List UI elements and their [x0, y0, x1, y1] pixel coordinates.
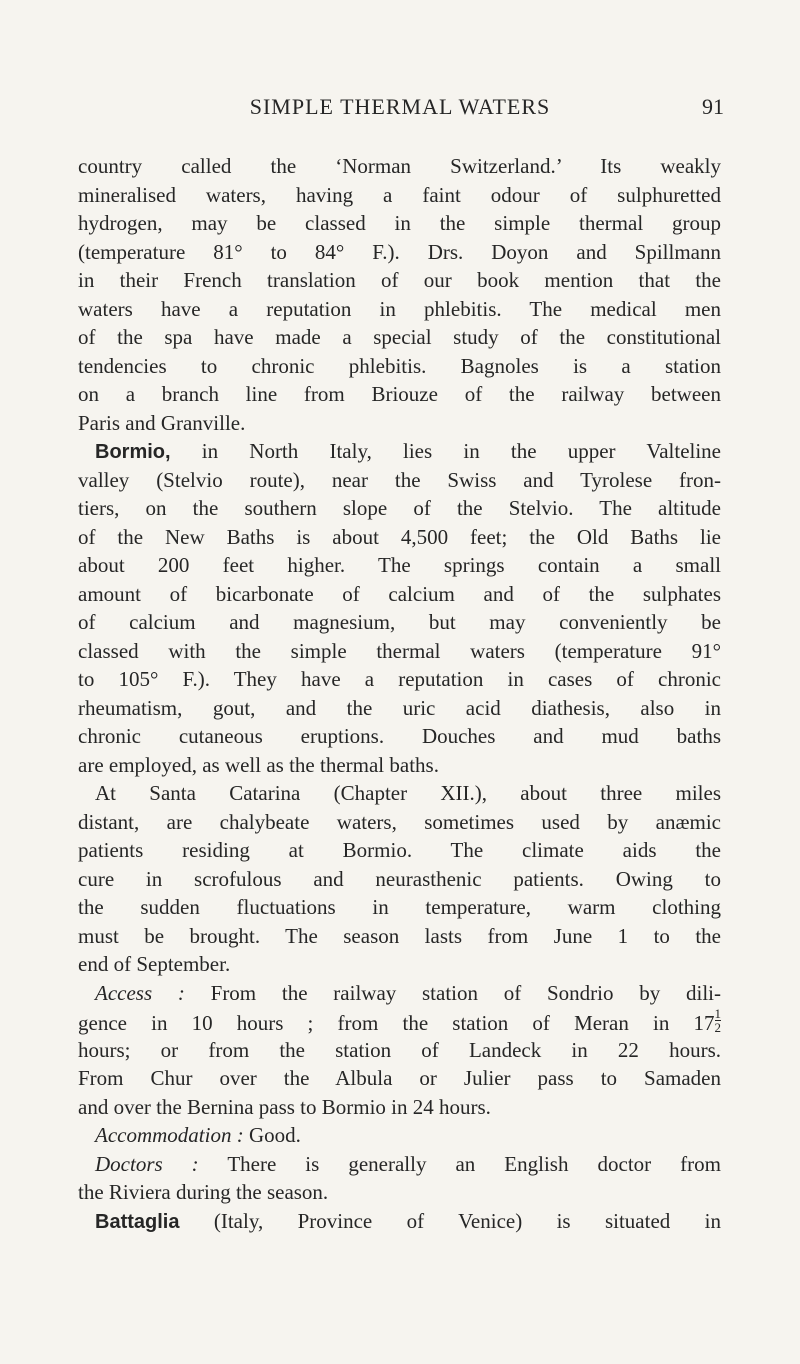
text-line: hours; or from the station of Landeck in 22 hours.: [78, 1037, 721, 1062]
text-line: (temperature 81° to 84° F.). Drs. Doyon and Spillmann: [78, 239, 721, 264]
text-line: cure in scrofulous and neurasthenic patients. Owing to: [78, 866, 721, 891]
text-line: on a branch line from Briouze of the railway between: [78, 382, 721, 406]
text-line: of the New Baths is about 4,500 feet; the Old Baths lie: [78, 524, 721, 549]
text-line: of calcium and magnesium, but may conveniently be: [78, 610, 721, 634]
text-line: about 200 feet higher. The springs contain a small: [78, 553, 721, 577]
text-line: the Riviera during the season.: [78, 1180, 329, 1204]
text-line: of the spa have made a special study of the constitutional: [78, 325, 721, 349]
text-line: tiers, on the southern slope of the Stelvio. The altitude: [78, 496, 721, 520]
text-line: Battaglia (Italy, Province of Venice) is situated in: [95, 1208, 721, 1233]
page-header: [0, 94, 800, 124]
text-line: Access : From the railway station of Sondrio by dili-: [95, 980, 721, 1005]
running-title: SIMPLE THERMAL WATERS: [249, 94, 551, 119]
text-line: Accommodation : Good.: [95, 1123, 301, 1147]
page-number: 91: [702, 94, 724, 119]
text-line: to 105° F.). They have a reputation in cases of chronic: [78, 667, 721, 691]
entry-label: Access :: [95, 980, 185, 1005]
text-line: waters have a reputation in phlebitis. The medical men: [78, 296, 721, 321]
text-line: patients residing at Bormio. The climate aids the: [78, 838, 721, 862]
text-line: tendencies to chronic phlebitis. Bagnoles is a station: [78, 353, 721, 378]
entry-label: Doctors :: [95, 1151, 199, 1176]
text-line: country called the ‘Norman Switzerland.’ Its weakly: [78, 154, 721, 178]
text-line: in their French translation of our book mention that the: [78, 268, 721, 292]
entry-heading: Battaglia: [95, 1210, 180, 1233]
body-text: [78, 152, 721, 1235]
text-line: hydrogen, may be classed in the simple thermal group: [78, 211, 721, 235]
text-line: mineralised waters, having a faint odour of sulphuretted: [78, 182, 721, 207]
text-line: chronic cutaneous eruptions. Douches and mud baths: [78, 724, 721, 748]
text-line: From Chur over the Albula or Julier pass to Samaden: [78, 1066, 721, 1090]
text-line: At Santa Catarina (Chapter XII.), about three miles: [95, 781, 721, 805]
text-line: amount of bicarbonate of calcium and of the sulphates: [78, 581, 721, 606]
text-line: rheumatism, gout, and the uric acid diathesis, also in: [78, 695, 721, 720]
text-line: must be brought. The season lasts from June 1 to the: [78, 923, 721, 948]
fraction: $\frac{1}{2}$: [714, 1007, 721, 1035]
text-line: the sudden fluctuations in temperature, warm clothing: [78, 895, 721, 919]
text-line: Bormio, in North Italy, lies in the upper Valteline: [95, 439, 721, 463]
text-line: Doctors : There is generally an English doctor from: [95, 1151, 721, 1176]
text-line: Paris and Granville.: [78, 410, 246, 435]
text-line: classed with the simple thermal waters (temperature 91°: [78, 638, 721, 663]
text-line: are employed, as well as the thermal baths.: [78, 752, 439, 777]
entry-label: Accommodation :: [95, 1123, 244, 1147]
text-line: distant, are chalybeate waters, sometimes used by anæmic: [78, 809, 721, 834]
text-line: and over the Bernina pass to Bormio in 24 hours.: [78, 1094, 491, 1119]
text-line: gence in 10 hours ; from the station of Meran in 17 $\frac{1}{2}$: [78, 1007, 721, 1035]
text-line: end of September.: [78, 952, 231, 976]
entry-heading: Bormio,: [95, 441, 171, 463]
text-line: valley (Stelvio route), near the Swiss and Tyrolese fron-: [78, 467, 721, 492]
